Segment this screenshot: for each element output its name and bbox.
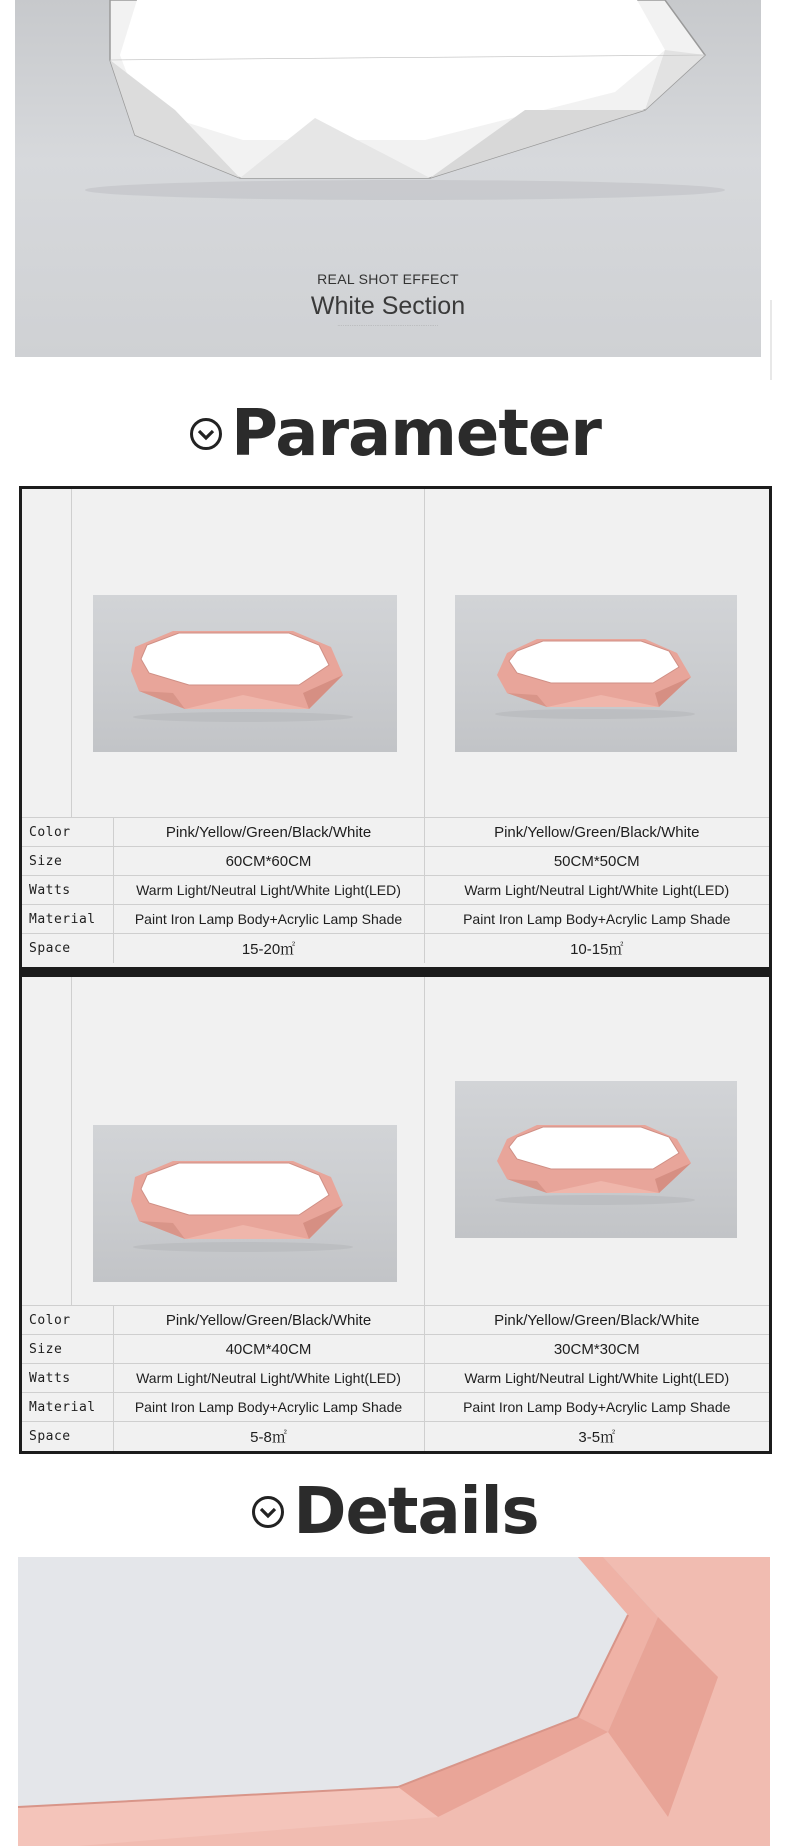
spec-row-size [22, 847, 769, 876]
spec-row-space [22, 934, 769, 963]
spec-value: 5-8㎡ [113, 1422, 424, 1451]
spec-label: Space [22, 934, 113, 963]
spec-table-2 [22, 1305, 769, 1451]
grid-line [71, 489, 72, 817]
spec-value: 60CM*60CM [113, 847, 424, 876]
spec-value: Warm Light/Neutral Light/White Light(LED) [424, 1364, 769, 1393]
product-photo-50cm [455, 595, 737, 752]
section-title-details: Details [293, 1475, 539, 1549]
details-closeup-photo [18, 1557, 770, 1846]
parameter-block-1 [19, 486, 772, 970]
parameter-block-2 [19, 974, 772, 1454]
section-title-parameter: Parameter [231, 397, 601, 471]
circle-chevron-down-icon [251, 1495, 285, 1529]
spec-row-watts [22, 876, 769, 905]
spec-value: 10-15㎡ [424, 934, 769, 963]
spec-label: Space [22, 1422, 113, 1451]
spec-value: 3-5㎡ [424, 1422, 769, 1451]
pink-lamp-closeup-illustration [18, 1557, 770, 1846]
spec-row-color [22, 818, 769, 847]
grid-line [71, 977, 72, 1305]
spec-value: Warm Light/Neutral Light/White Light(LED) [113, 1364, 424, 1393]
parameter-heading [0, 398, 790, 470]
decorative-divider [770, 300, 772, 380]
spec-label: Color [22, 818, 113, 847]
spec-row-material [22, 905, 769, 934]
spec-row-watts [22, 1364, 769, 1393]
spec-value: Warm Light/Neutral Light/White Light(LED) [113, 876, 424, 905]
spec-value: Paint Iron Lamp Body+Acrylic Lamp Shade [113, 1393, 424, 1422]
spec-label: Material [22, 905, 113, 934]
spec-value: Pink/Yellow/Green/Black/White [424, 1306, 769, 1335]
product-photo-40cm [93, 1125, 397, 1282]
spec-value: 50CM*50CM [424, 847, 769, 876]
spec-value: 15-20㎡ [113, 934, 424, 963]
spec-row-color [22, 1306, 769, 1335]
details-heading [0, 1476, 790, 1548]
spec-table-1 [22, 817, 769, 963]
grid-line [424, 489, 425, 817]
spec-label: Size [22, 847, 113, 876]
spec-value: Pink/Yellow/Green/Black/White [424, 818, 769, 847]
spec-value: Paint Iron Lamp Body+Acrylic Lamp Shade [113, 905, 424, 934]
spec-value: Warm Light/Neutral Light/White Light(LED) [424, 876, 769, 905]
spec-label: Watts [22, 1364, 113, 1393]
spec-value: Paint Iron Lamp Body+Acrylic Lamp Shade [424, 1393, 769, 1422]
hero-caption-small: REAL SHOT EFFECT [317, 271, 459, 287]
spec-row-size [22, 1335, 769, 1364]
product-photo-60cm [93, 595, 397, 752]
circle-chevron-down-icon [189, 417, 223, 451]
hero-caption-fineprint: ························································· [337, 323, 439, 328]
spec-label: Material [22, 1393, 113, 1422]
spec-row-space [22, 1422, 769, 1451]
spec-value: Pink/Yellow/Green/Black/White [113, 1306, 424, 1335]
spec-label: Watts [22, 876, 113, 905]
hero-product-photo [15, 0, 761, 357]
spec-value: 40CM*40CM [113, 1335, 424, 1364]
spec-value: Pink/Yellow/Green/Black/White [113, 818, 424, 847]
product-photo-30cm [455, 1081, 737, 1238]
spec-value: Paint Iron Lamp Body+Acrylic Lamp Shade [424, 905, 769, 934]
spec-value: 30CM*30CM [424, 1335, 769, 1364]
spec-row-material [22, 1393, 769, 1422]
spec-label: Color [22, 1306, 113, 1335]
hero-caption-title: White Section [310, 292, 466, 320]
spec-label: Size [22, 1335, 113, 1364]
grid-line [424, 977, 425, 1305]
